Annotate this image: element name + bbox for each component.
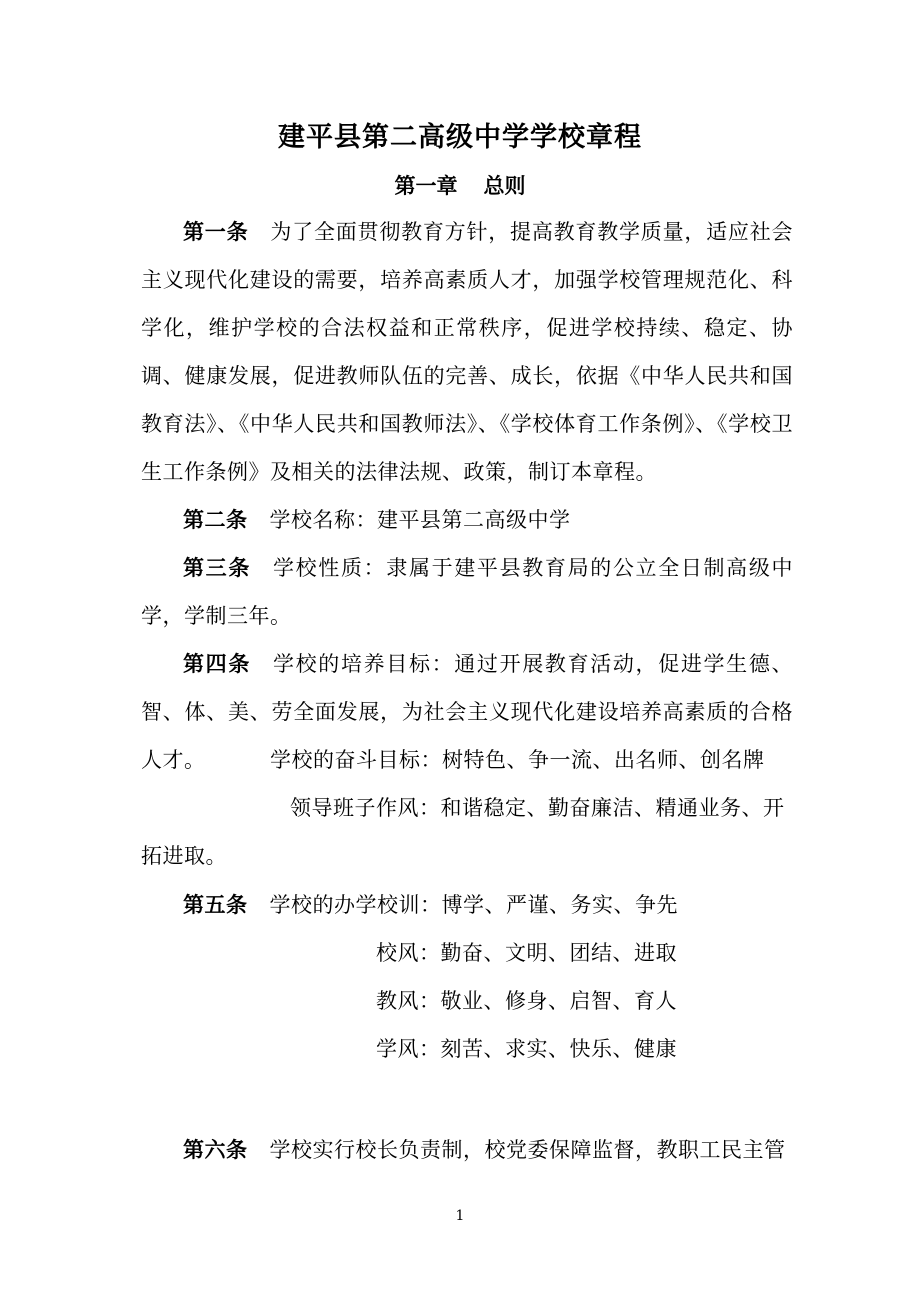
article-1-text: 为了全面贯彻教育方针，提高教育教学质量，适应社会主义现代化建设的需要，培养高素质人才，加强学校管理规范化、科学化，维护学校的合法权益和正常秩序，促进学校持续、稳定、协调、健康发展，促进教师队伍的完善、成长，依据《中华人民共和国教育法》、《中华人民共和国教师法》、《学校体育工作条例》、《学校卫生工作条例》及相关的法律法规、政策，制订本章程。: [141, 220, 794, 484]
article-2-label: 第二条: [183, 508, 248, 532]
article-2: [141, 496, 793, 544]
chapter-name: 总则: [483, 174, 526, 198]
article-4-text: 学校的培养目标：通过开展教育活动，促进学生德、智、体、美、劳全面发展，为社会主义现代化建设培养高素质的合格人才。: [141, 652, 794, 772]
article-1-label: 第一条: [183, 220, 249, 244]
document-title: 建平县第二高级中学学校章程: [278, 122, 642, 153]
article-2-text: 学校名称：建平县第二高级中学: [269, 508, 571, 532]
article-3-label: 第三条: [183, 556, 251, 580]
article-1: [141, 208, 793, 496]
chapter-number: 第一章: [394, 174, 458, 198]
article-5-motto: 学校的办学校训：博学、严谨、务实、争先: [269, 893, 678, 917]
article-4-style-line1: 领导班子作风：和谐稳定、勤奋廉洁、精通业务、开: [290, 796, 785, 820]
article-5: [183, 881, 678, 929]
article-3: [141, 544, 793, 640]
article-4-style-line2: 拓进取。: [141, 844, 227, 868]
article-6-label: 第六条: [183, 1138, 248, 1162]
article-3-text: 学校性质：隶属于建平县教育局的公立全日制高级中学，学制三年。: [141, 556, 794, 628]
article-4-goal: 学校的奋斗目标：树特色、争一流、出名师、创名牌: [270, 748, 765, 772]
article-4-label: 第四条: [183, 652, 251, 676]
article-6-text: 学校实行校长负责制，校党委保障监督，教职工民主管: [269, 1138, 786, 1162]
article-5-study-spirit: 学风：刻苦、求实、快乐、健康: [376, 1037, 677, 1061]
article-5-teaching-spirit: 教风：敬业、修身、启智、育人: [376, 989, 677, 1013]
article-5-label: 第五条: [183, 893, 248, 917]
article-5-school-spirit: 校风：勤奋、文明、团结、进取: [376, 941, 677, 965]
chapter-heading: [0, 166, 920, 206]
page-number: 1: [455, 1208, 465, 1224]
article-6: [183, 1126, 786, 1174]
